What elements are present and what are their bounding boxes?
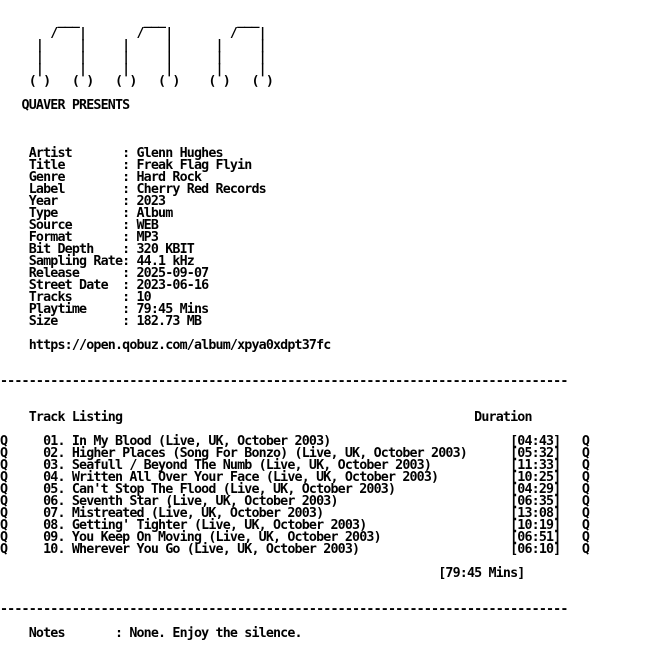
logo-line: ___ ___ ___	[0, 14, 259, 29]
track-row: Q 05. Can't Stop The Flood (Live, UK, October 2003) [04:29] Q	[0, 482, 590, 497]
album-info-row: Type : Album	[0, 206, 173, 221]
notes-line: Notes : None. Enjoy the silence.	[0, 626, 302, 641]
presents-header: QUAVER PRESENTS	[0, 98, 130, 113]
logo-line: | | | | | |	[0, 62, 266, 77]
track-row: Q 01. In My Blood (Live, UK, October 2003) [04:43] Q	[0, 434, 590, 449]
album-info-row: Tracks : 10	[0, 290, 151, 305]
track-row: Q 07. Mistreated (Live, UK, October 2003) [13:08] Q	[0, 506, 590, 521]
logo-line: ( ) ( ) ( ) ( ) ( ) ( )	[0, 74, 274, 89]
track-row: Q 09. You Keep On Moving (Live, UK, October 2003) [06:51] Q	[0, 530, 590, 545]
blank-line	[0, 124, 589, 136]
album-info-row: Label : Cherry Red Records	[0, 182, 266, 197]
logo-line: | | | | | |	[0, 38, 266, 53]
track-row: Q 06. Seventh Star (Live, UK, October 2003) [06:35] Q	[0, 494, 590, 509]
blank-line	[0, 580, 589, 592]
track-row: Q 04. Written All Over Your Face (Live, UK, October 2003) [10:25] Q	[0, 470, 590, 485]
track-row: Q 03. Seafull / Beyond The Numb (Live, UK, October 2003) [11:33] Q	[0, 458, 590, 473]
album-info-row: Bit Depth : 320 KBIT	[0, 242, 194, 257]
track-row: Q 02. Higher Places (Song For Bonzo) (Live, UK, October 2003) [05:32] Q	[0, 446, 590, 461]
album-info-row: Source : WEB	[0, 218, 159, 233]
section-divider: -------------------------------------------------------------------------------	[0, 374, 568, 389]
blank-line	[0, 388, 589, 400]
track-listing-header: Track Listing Duration	[0, 410, 532, 425]
section-divider: -------------------------------------------------------------------------------	[0, 602, 568, 617]
album-info-row: Street Date : 2023-06-16	[0, 278, 209, 293]
album-info-row: Sampling Rate: 44.1 kHz	[0, 254, 194, 269]
album-info-row: Year : 2023	[0, 194, 166, 209]
album-info-row: Genre : Hard Rock	[0, 170, 202, 185]
album-info-row: Title : Freak Flag Flyin	[0, 158, 252, 173]
album-info-row: Format : MP3	[0, 230, 159, 245]
total-playtime: [79:45 Mins]	[0, 566, 525, 581]
blank-line	[0, 352, 589, 364]
album-info-row: Artist : Glenn Hughes	[0, 146, 223, 161]
logo-line: / | / | / |	[0, 26, 266, 41]
album-info-row: Playtime : 79:45 Mins	[0, 302, 209, 317]
logo-line: | | | | | |	[0, 50, 266, 65]
album-url: https://open.qobuz.com/album/xpya0xdpt37fc	[0, 338, 331, 353]
track-row: Q 10. Wherever You Go (Live, UK, October 2003) [06:10] Q	[0, 542, 590, 557]
album-info-row: Release : 2025-09-07	[0, 266, 209, 281]
album-info-row: Size : 182.73 MB	[0, 314, 202, 329]
nfo-text-document	[0, 4, 589, 640]
track-row: Q 08. Getting' Tighter (Live, UK, October 2003) [10:19] Q	[0, 518, 590, 533]
blank-line	[0, 112, 589, 124]
